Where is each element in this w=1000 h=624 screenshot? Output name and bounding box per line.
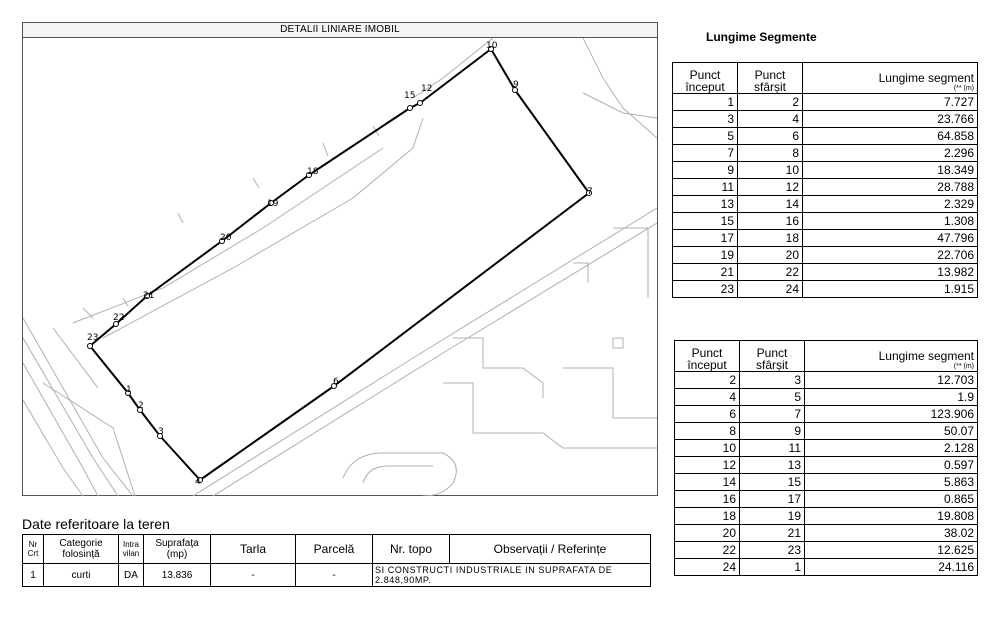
segments-title: Lungime Segmente [706, 30, 817, 44]
segment-end-cell: 6 [738, 128, 803, 145]
vertex-label: 22 [113, 313, 125, 323]
header-nr: Nr Crt [23, 535, 44, 564]
segment-row [675, 525, 978, 542]
segment-length-cell: 1.915 [803, 281, 978, 298]
vertex-label: 1 [126, 385, 132, 395]
segment-length-cell: 19.808 [805, 508, 978, 525]
segment-end-cell: 24 [738, 281, 803, 298]
segment-length-cell: 28.788 [803, 179, 978, 196]
segment-row [675, 542, 978, 559]
segment-start-cell: 20 [675, 525, 740, 542]
segment-end-cell: 13 [740, 457, 805, 474]
segment-start-cell: 10 [675, 440, 740, 457]
segment-length-cell: 12.703 [805, 372, 978, 389]
cell-parcela: - [296, 564, 373, 587]
segment-row [675, 491, 978, 508]
segment-end-cell: 14 [738, 196, 803, 213]
segment-end-cell: 12 [738, 179, 803, 196]
segment-start-cell: 4 [675, 389, 740, 406]
segment-start-cell: 1 [673, 94, 738, 111]
header-punct-inceput: Punct început [675, 341, 740, 372]
teren-row [23, 564, 651, 587]
header-suprafata: Suprafața (mp) [144, 535, 211, 564]
cell-tarla: - [211, 564, 296, 587]
segment-end-cell: 22 [738, 264, 803, 281]
vertex-label: 6 [333, 377, 339, 387]
segment-row [673, 247, 978, 264]
segment-row [673, 179, 978, 196]
segment-start-cell: 8 [675, 423, 740, 440]
segment-start-cell: 22 [675, 542, 740, 559]
segment-start-cell: 17 [673, 230, 738, 247]
segments-table-2-body [675, 372, 978, 576]
segment-end-cell: 17 [740, 491, 805, 508]
map-title: DETALII LINIARE IMOBIL [23, 23, 657, 38]
segment-row [675, 406, 978, 423]
segment-length-cell: 13.982 [803, 264, 978, 281]
segment-length-cell: 0.865 [805, 491, 978, 508]
segments-table-2 [674, 340, 978, 576]
map-panel [22, 22, 658, 496]
cell-categorie: curti [44, 564, 119, 587]
header-lungime [803, 63, 978, 94]
header-observatii: Observații / Referințe [450, 535, 651, 564]
segment-start-cell: 11 [673, 179, 738, 196]
segment-row [673, 94, 978, 111]
segment-start-cell: 21 [673, 264, 738, 281]
segment-row [673, 162, 978, 179]
segment-start-cell: 16 [675, 491, 740, 508]
segments-table-1-body [673, 94, 978, 298]
segment-start-cell: 5 [673, 128, 738, 145]
vertex-label: 20 [220, 233, 232, 243]
segment-row [673, 264, 978, 281]
segment-length-cell: 64.858 [803, 128, 978, 145]
segment-start-cell: 24 [675, 559, 740, 576]
segment-row [675, 474, 978, 491]
segments-header-row [673, 63, 978, 94]
segment-end-cell: 21 [740, 525, 805, 542]
segment-row [673, 281, 978, 298]
segment-row [673, 128, 978, 145]
vertex-label: 7 [587, 187, 593, 197]
segment-length-cell: 24.116 [805, 559, 978, 576]
vertex-label: 9 [513, 80, 519, 90]
segment-length-cell: 7.727 [803, 94, 978, 111]
segment-length-cell: 2.296 [803, 145, 978, 162]
teren-table [22, 534, 651, 587]
header-intravilan: Intra vilan [119, 535, 144, 564]
segment-length-cell: 1.9 [805, 389, 978, 406]
segment-end-cell: 15 [740, 474, 805, 491]
segment-end-cell: 5 [740, 389, 805, 406]
segment-start-cell: 13 [673, 196, 738, 213]
segment-length-cell: 12.625 [805, 542, 978, 559]
cell-intravilan: DA [119, 564, 144, 587]
segment-end-cell: 3 [740, 372, 805, 389]
segment-row [675, 423, 978, 440]
header-parcela: Parcelă [296, 535, 373, 564]
vertex-label: 3 [158, 427, 164, 437]
header-lungime-label: Lungime segment [878, 349, 974, 363]
segment-end-cell: 18 [738, 230, 803, 247]
segment-row [673, 145, 978, 162]
header-lungime-label: Lungime segment [878, 71, 974, 85]
segment-end-cell: 20 [738, 247, 803, 264]
segment-start-cell: 15 [673, 213, 738, 230]
header-lungime-unit: (** (m) [953, 85, 974, 92]
segment-length-cell: 18.349 [803, 162, 978, 179]
segment-end-cell: 8 [738, 145, 803, 162]
segment-row [673, 196, 978, 213]
segment-end-cell: 4 [738, 111, 803, 128]
segment-end-cell: 23 [740, 542, 805, 559]
segment-start-cell: 23 [673, 281, 738, 298]
header-punct-sfarsit: Punct sfârșit [740, 341, 805, 372]
segment-row [673, 230, 978, 247]
segment-end-cell: 2 [738, 94, 803, 111]
cadastral-map [23, 38, 657, 496]
cell-observatii: SI CONSTRUCTI INDUSTRIALE IN SUPRAFATA DE 2.848,90MP. [373, 564, 651, 587]
vertex-label: 12 [421, 84, 433, 94]
segment-length-cell: 47.796 [803, 230, 978, 247]
header-lungime [805, 341, 978, 372]
vertex-labels [87, 41, 593, 487]
segment-row [675, 389, 978, 406]
segment-end-cell: 10 [738, 162, 803, 179]
header-punct-sfarsit: Punct sfârșit [738, 63, 803, 94]
segment-start-cell: 19 [673, 247, 738, 264]
vertex-label: 19 [267, 199, 279, 209]
vertex-label: 18 [307, 167, 319, 177]
segment-row [675, 440, 978, 457]
header-nr-topo: Nr. topo [373, 535, 450, 564]
segment-length-cell: 0.597 [805, 457, 978, 474]
segment-length-cell: 38.02 [805, 525, 978, 542]
segments-table-1 [672, 62, 978, 298]
segment-length-cell: 22.706 [803, 247, 978, 264]
segment-length-cell: 23.766 [803, 111, 978, 128]
segment-start-cell: 3 [673, 111, 738, 128]
teren-title: Date referitoare la teren [22, 516, 170, 532]
header-punct-inceput: Punct început [673, 63, 738, 94]
vertex-label: 23 [87, 333, 99, 343]
segment-row [675, 508, 978, 525]
vertex-label: 4 [195, 477, 201, 487]
segment-end-cell: 19 [740, 508, 805, 525]
segment-start-cell: 18 [675, 508, 740, 525]
segment-start-cell: 12 [675, 457, 740, 474]
segment-length-cell: 123.906 [805, 406, 978, 423]
segment-row [675, 559, 978, 576]
background-lines [23, 38, 657, 496]
cell-nr: 1 [23, 564, 44, 587]
header-lungime-unit: (** (m) [953, 363, 974, 370]
parcel-boundary [90, 49, 589, 480]
segments-header-row [675, 341, 978, 372]
segment-length-cell: 1.308 [803, 213, 978, 230]
vertex-label: 15 [404, 91, 416, 101]
segment-end-cell: 11 [740, 440, 805, 457]
vertex-label: 2 [138, 401, 144, 411]
segment-row [675, 372, 978, 389]
segment-end-cell: 16 [738, 213, 803, 230]
segment-row [673, 111, 978, 128]
teren-header-row [23, 535, 651, 564]
header-tarla: Tarla [211, 535, 296, 564]
segment-end-cell: 7 [740, 406, 805, 423]
vertex-label: 10 [486, 41, 498, 51]
segment-length-cell: 50.07 [805, 423, 978, 440]
segment-length-cell: 5.863 [805, 474, 978, 491]
segment-row [673, 213, 978, 230]
segment-start-cell: 14 [675, 474, 740, 491]
segment-end-cell: 9 [740, 423, 805, 440]
vertex-label: 21 [143, 291, 155, 301]
segment-row [675, 457, 978, 474]
segment-start-cell: 2 [675, 372, 740, 389]
segment-end-cell: 1 [740, 559, 805, 576]
header-categorie: Categorie folosință [44, 535, 119, 564]
cell-suprafata: 13.836 [144, 564, 211, 587]
segment-length-cell: 2.128 [805, 440, 978, 457]
segment-start-cell: 7 [673, 145, 738, 162]
segment-start-cell: 6 [675, 406, 740, 423]
segment-start-cell: 9 [673, 162, 738, 179]
segment-length-cell: 2.329 [803, 196, 978, 213]
